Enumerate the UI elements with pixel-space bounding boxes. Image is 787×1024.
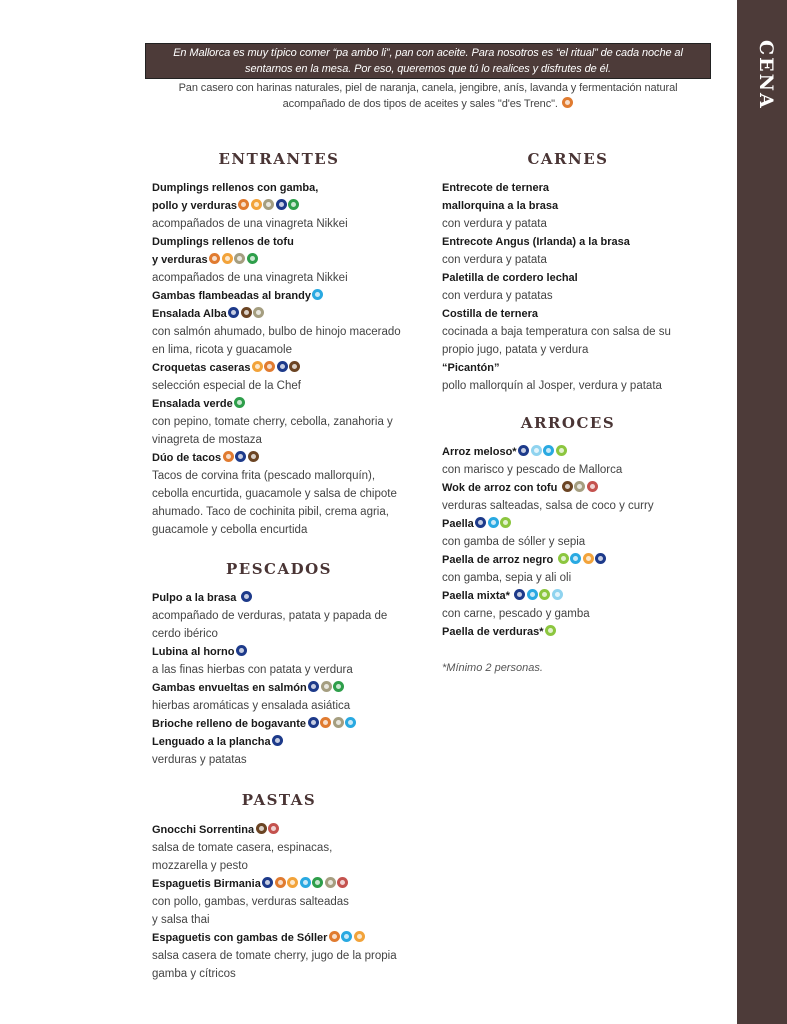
egg-allergen-icon [583, 553, 594, 564]
section-carnes [442, 179, 671, 395]
line-text: pollo y verduras [152, 200, 237, 212]
dish-description [152, 893, 397, 911]
dish-description [442, 533, 654, 551]
line-text: propio jugo, patata y verdura [442, 344, 589, 356]
dish-description [152, 323, 401, 341]
line-text: con pollo, gambas, verduras salteadas [152, 896, 349, 908]
celery-allergen-icon [288, 199, 299, 210]
dish-name [152, 359, 401, 377]
line-text: Lenguado a la plancha [152, 736, 271, 748]
line-text: con gamba de sóller y sepia [442, 536, 586, 548]
line-text: Paella [442, 518, 474, 530]
sesame-allergen-icon [253, 307, 264, 318]
dish-name [152, 251, 401, 269]
dish-name [152, 449, 401, 467]
line-text: Pulpo a la brasa [152, 592, 240, 604]
egg-allergen-icon [252, 361, 263, 372]
dish-name [152, 305, 401, 323]
fish-allergen-icon [241, 591, 252, 602]
dish-name [442, 623, 654, 641]
line-text: en lima, ricota y guacamole [152, 344, 292, 356]
mustard-allergen-icon [500, 517, 511, 528]
dish-description [442, 341, 671, 359]
line-text: hierbas aromáticas y ensalada asiática [152, 700, 351, 712]
line-text: Entrecote de ternera [442, 182, 549, 194]
mustard-allergen-icon [558, 553, 569, 564]
gluten-allergen-icon [223, 451, 234, 462]
celery-allergen-icon [333, 681, 344, 692]
dish-description [442, 569, 654, 587]
milk-allergen-icon [337, 877, 348, 888]
crustacean-allergen-icon [543, 445, 554, 456]
nuts-allergen-icon [241, 307, 252, 318]
line-text: cerdo ibérico [152, 628, 218, 640]
dish-description [152, 521, 401, 539]
dish-name [442, 179, 671, 197]
bread-line: Pan casero con harinas naturales, piel de naranja, canela, jengibre, anís, lavanda y fermentación natural [178, 82, 678, 94]
dish-description [152, 503, 401, 521]
dish-description [152, 607, 387, 625]
intro [136, 43, 720, 112]
dish-name [152, 395, 401, 413]
sesame-allergen-icon [325, 877, 336, 888]
line-text: mallorquina a la brasa [442, 200, 559, 212]
crustacean-allergen-icon [488, 517, 499, 528]
line-text: Croquetas caseras [152, 362, 251, 374]
egg-allergen-icon [354, 931, 365, 942]
line-text: Ensalada Alba [152, 308, 227, 320]
line-text: con carne, pescado y gamba [442, 608, 590, 620]
section-arroces [442, 443, 654, 677]
dish-description [152, 947, 397, 965]
nuts-allergen-icon [256, 823, 267, 834]
dish-description [152, 839, 397, 857]
heading-carnes: CARNES [527, 150, 609, 168]
dish-description [152, 431, 401, 449]
line-text: “Picantón” [442, 362, 500, 374]
fish-allergen-icon [308, 717, 319, 728]
line-text: Arroz meloso* [442, 446, 517, 458]
line-text: acompañados de una vinagreta Nikkei [152, 272, 348, 284]
nuts-allergen-icon [289, 361, 300, 372]
gluten-allergen-icon [264, 361, 275, 372]
sesame-allergen-icon [333, 717, 344, 728]
intro-highlight-line: En Mallorca es muy típico comer “pa ambo li”, pan con aceite. Para nosotros es “el ritual” de cada noche al [173, 47, 683, 59]
gluten-allergen-icon [329, 931, 340, 942]
gluten-allergen-icon [320, 717, 331, 728]
section-pastas [152, 821, 397, 983]
fish-allergen-icon [518, 445, 529, 456]
milk-allergen-icon [268, 823, 279, 834]
bread-line [136, 96, 720, 112]
line-text: Tacos de corvina frita (pescado mallorquín), [152, 470, 376, 482]
dish-name [152, 197, 401, 215]
dish-description [442, 641, 654, 659]
line-text: gamba y cítricos [152, 968, 236, 980]
line-text: Costilla de ternera [442, 308, 538, 320]
sesame-allergen-icon [574, 481, 585, 492]
dish-description [152, 751, 387, 769]
dish-description [152, 341, 401, 359]
line-text: vinagreta de mostaza [152, 434, 262, 446]
fish-allergen-icon [277, 361, 288, 372]
heading-arroces: ARROCES [520, 414, 616, 432]
dish-description [152, 697, 387, 715]
fish-allergen-icon [262, 877, 273, 888]
dish-name [442, 269, 671, 287]
dish-description [152, 485, 401, 503]
dish-description [442, 287, 671, 305]
dish-name [152, 233, 401, 251]
mustard-allergen-icon [556, 445, 567, 456]
line-text: Dumplings rellenos de tofu [152, 236, 294, 248]
dish-name [442, 551, 654, 569]
fish-allergen-icon [235, 451, 246, 462]
egg-allergen-icon [251, 199, 262, 210]
mustard-allergen-icon [539, 589, 550, 600]
dish-name [152, 643, 387, 661]
line-text: y verduras [152, 254, 208, 266]
crustacean-allergen-icon [300, 877, 311, 888]
dish-name [442, 305, 671, 323]
line-text: *Mínimo 2 personas. [442, 662, 543, 674]
dish-description [152, 467, 401, 485]
dish-name [442, 515, 654, 533]
line-text: con verdura y patata [442, 218, 547, 230]
dish-name [152, 821, 397, 839]
line-text: con gamba, sepia y ali oli [442, 572, 572, 584]
dish-name [442, 233, 671, 251]
sidebar-band [737, 0, 787, 1024]
dish-description [152, 911, 397, 929]
crustacean-allergen-icon [341, 931, 352, 942]
line-text: Espaguetis Birmania [152, 878, 261, 890]
line-text: con verdura y patatas [442, 290, 553, 302]
line-text: ahumado. Taco de cochinita pibil, crema agria, [152, 506, 389, 518]
dish-description [152, 661, 387, 679]
line-text: Paella mixta* [442, 590, 513, 602]
line-text: pollo mallorquín al Josper, verdura y patata [442, 380, 662, 392]
dish-description [152, 625, 387, 643]
dish-name [442, 359, 671, 377]
section-pescados [152, 589, 387, 769]
dish-name [442, 197, 671, 215]
footnote [442, 659, 654, 677]
celery-allergen-icon [312, 877, 323, 888]
line-text: Paella de verduras* [442, 626, 544, 638]
dish-description [442, 323, 671, 341]
mollusc-allergen-icon [552, 589, 563, 600]
line-text: verduras y patatas [152, 754, 247, 766]
fish-allergen-icon [595, 553, 606, 564]
mollusc-allergen-icon [531, 445, 542, 456]
line-text: con pepino, tomate cherry, cebolla, zanahoria y [152, 416, 393, 428]
line-text: acompañados de una vinagreta Nikkei [152, 218, 348, 230]
dish-description [152, 215, 401, 233]
line-text: con verdura y patata [442, 254, 547, 266]
dish-description [152, 857, 397, 875]
line-text: a las finas hierbas con patata y verdura [152, 664, 353, 676]
line-text: Paletilla de cordero lechal [442, 272, 578, 284]
gluten-allergen-icon [238, 199, 249, 210]
intro-highlight [145, 43, 711, 79]
bread-line-text: acompañado de dos tipos de aceites y sales "d'es Trenc". [282, 98, 558, 110]
fish-allergen-icon [475, 517, 486, 528]
gluten-allergen-icon [562, 97, 573, 108]
egg-allergen-icon [287, 877, 298, 888]
dish-name [152, 589, 387, 607]
line-text: mozzarella y pesto [152, 860, 248, 872]
sesame-allergen-icon [263, 199, 274, 210]
line-text: Wok de arroz con tofu [442, 482, 561, 494]
fish-allergen-icon [514, 589, 525, 600]
dish-name [442, 479, 654, 497]
intro-highlight-line: sentarnos en la mesa. Por eso, queremos que tú lo realices y disfrutes de él. [245, 63, 611, 75]
heading-pescados: PESCADOS [225, 560, 333, 578]
line-text: salsa de tomate casera, espinacas, [152, 842, 333, 854]
crustacean-allergen-icon [345, 717, 356, 728]
sesame-allergen-icon [321, 681, 332, 692]
section-entrantes [152, 179, 401, 539]
milk-allergen-icon [587, 481, 598, 492]
nuts-allergen-icon [562, 481, 573, 492]
menu-section-title: CENA [755, 40, 777, 110]
line-text: Gambas envueltas en salmón [152, 682, 307, 694]
heading-pastas: PASTAS [241, 791, 317, 809]
line-text: Gambas flambeadas al brandy [152, 290, 311, 302]
dish-description [152, 965, 397, 983]
fish-allergen-icon [308, 681, 319, 692]
celery-allergen-icon [234, 397, 245, 408]
dish-name [152, 287, 401, 305]
fish-allergen-icon [228, 307, 239, 318]
line-text: Gnocchi Sorrentina [152, 824, 255, 836]
line-text: Dumplings rellenos con gamba, [152, 182, 319, 194]
heading-entrantes: ENTRANTES [218, 150, 340, 168]
dish-description [152, 377, 401, 395]
gluten-allergen-icon [209, 253, 220, 264]
fish-allergen-icon [276, 199, 287, 210]
dish-description [442, 497, 654, 515]
dish-description [442, 605, 654, 623]
line-text: salsa casera de tomate cherry, jugo de la propia [152, 950, 397, 962]
line-text: Paella de arroz negro [442, 554, 557, 566]
nuts-allergen-icon [248, 451, 259, 462]
dish-name [442, 587, 654, 605]
dish-description [152, 269, 401, 287]
line-text: y salsa thai [152, 914, 210, 926]
fish-allergen-icon [272, 735, 283, 746]
crustacean-allergen-icon [570, 553, 581, 564]
dish-name [152, 179, 401, 197]
dish-description [442, 215, 671, 233]
dish-name [152, 875, 397, 893]
sesame-allergen-icon [234, 253, 245, 264]
line-text: Brioche relleno de bogavante [152, 718, 307, 730]
line-text: Ensalada verde [152, 398, 233, 410]
mustard-allergen-icon [545, 625, 556, 636]
line-text: guacamole y cebolla encurtida [152, 524, 308, 536]
line-text: con marisco y pescado de Mallorca [442, 464, 623, 476]
gluten-allergen-icon [275, 877, 286, 888]
dish-name [152, 715, 387, 733]
line-text: Espaguetis con gambas de Sóller [152, 932, 328, 944]
celery-allergen-icon [247, 253, 258, 264]
line-text: cocinada a baja temperatura con salsa de su [442, 326, 671, 338]
dish-name [152, 733, 387, 751]
line-text: verduras salteadas, salsa de coco y curry [442, 500, 654, 512]
dish-name [442, 443, 654, 461]
line-text: Dúo de tacos [152, 452, 222, 464]
line-text: Entrecote Angus (Irlanda) a la brasa [442, 236, 630, 248]
dish-description [152, 413, 401, 431]
line-text: cebolla encurtida, guacamole y salsa de chipote [152, 488, 397, 500]
bread-description [136, 80, 720, 112]
line-text: selección especial de la Chef [152, 380, 301, 392]
line-text: Lubina al horno [152, 646, 235, 658]
crustacean-allergen-icon [312, 289, 323, 300]
fish-allergen-icon [236, 645, 247, 656]
line-text: con salmón ahumado, bulbo de hinojo macerado [152, 326, 401, 338]
dish-name [152, 679, 387, 697]
dish-name [152, 929, 397, 947]
dish-description [442, 377, 671, 395]
crustacean-allergen-icon [527, 589, 538, 600]
dish-description [442, 461, 654, 479]
line-text: acompañado de verduras, patata y papada de [152, 610, 388, 622]
dish-description [442, 251, 671, 269]
egg-allergen-icon [222, 253, 233, 264]
